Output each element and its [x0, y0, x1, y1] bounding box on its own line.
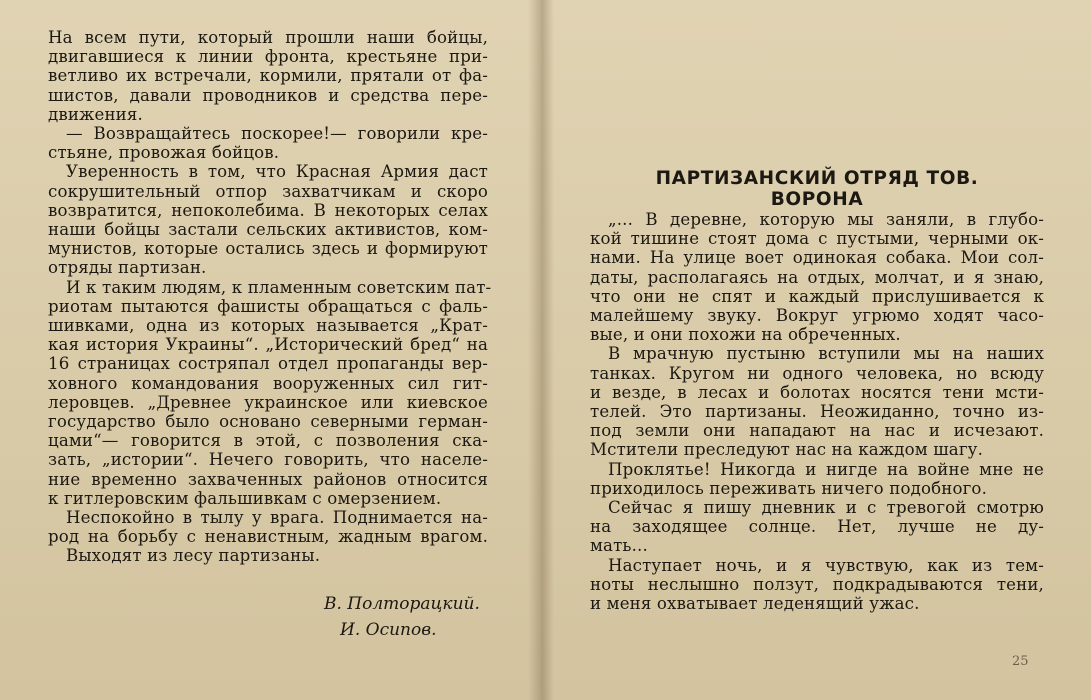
text-line: леровцев. „Древнее украинское или киевское: [48, 392, 488, 412]
author-signature: В. Полторацкий.: [324, 594, 480, 614]
text-line: к гитлеровским фальшивкам с омерзением.: [48, 488, 442, 508]
text-line: — Возвращайтесь поскорее!— говорили кре-: [66, 124, 488, 144]
text-line: и везде, в лесах и болотах носятся тени мсти-: [590, 382, 1044, 402]
text-line: малейшему звуку. Вокруг угрюмо ходят часо-: [590, 306, 1044, 326]
text-line: танках. Кругом ни одного человека, но всюду: [590, 363, 1044, 383]
text-line: мать...: [590, 536, 648, 556]
text-line: наши бойцы застали сельских активистов, ком-: [48, 220, 488, 240]
text-line: нами. На улице воет одинокая собака. Мои сол-: [590, 248, 1044, 268]
right-page: [540, 0, 1091, 700]
text-line: Проклятье! Никогда и нигде на войне мне не: [608, 459, 1044, 479]
text-line: зать, „истории“. Нечего говорить, что населе-: [48, 450, 488, 470]
text-line: отряды партизан.: [48, 258, 207, 278]
text-line: на заходящее солнце. Нет, лучше не ду-: [590, 517, 1044, 537]
text-line: сокрушительный отпор захватчикам и скоро: [48, 181, 488, 201]
text-line: что они не спят и каждый прислушивается к: [590, 286, 1044, 306]
text-line: мунистов, которые остались здесь и формируют: [48, 239, 488, 259]
text-line: „... В деревне, которую мы заняли, в глубо-: [608, 210, 1044, 229]
left-page-text: [48, 28, 492, 566]
text-line: движения.: [48, 104, 143, 124]
text-line: под земли они нападают на нас и исчезают.: [590, 421, 1044, 441]
text-line: двигавшиеся к линии фронта, крестьяне при-: [48, 47, 488, 67]
text-line: На всем пути, который прошли наши бойцы,: [48, 28, 488, 47]
text-line: цами“— говорится в этой, с позволения ска-: [48, 431, 488, 451]
text-line: Сейчас я пишу дневник и с тревогой смотрю: [608, 498, 1044, 518]
text-line: риотам пытаются фашисты обращаться с фаль-: [48, 296, 488, 316]
text-line: 16 страницах состряпал отдел пропаганды вер-: [48, 354, 488, 374]
text-line: приходилось переживать ничего подобного.: [590, 478, 987, 498]
page-number: 25: [1012, 654, 1029, 669]
text-line: кая история Украины“. „Исторический бред“ на: [48, 335, 488, 355]
right-page-text: [590, 210, 1044, 613]
text-line: Выходят из лесу партизаны.: [66, 546, 321, 566]
text-line: ховного командования вооруженных сил гит-: [48, 373, 488, 393]
text-line: Уверенность в том, что Красная Армия даст: [66, 162, 488, 182]
text-line: шистов, давали проводников и средства пере-: [48, 85, 488, 105]
text-line: даты, располагаясь на отдых, молчат, и я знаю,: [590, 267, 1044, 287]
text-line: Наступает ночь, и я чувствую, как из тем-: [608, 555, 1044, 575]
text-line: И к таким людям, к пламенным советским пат-: [66, 277, 492, 297]
text-line: кой тишине стоят дома с пустыми, черными ок-: [590, 229, 1044, 249]
text-line: Неспокойно в тылу у врага. Поднимается на-: [66, 508, 488, 528]
text-line: род на борьбу с ненавистным, жадным врагом.: [48, 527, 488, 547]
text-line: ние временно захваченных районов относится: [48, 469, 488, 489]
text-line: ветливо их встречали, кормили, прятали от фа-: [48, 66, 488, 86]
text-line: государство было основано северными герман-: [48, 412, 488, 432]
author-signature: И. Осипов.: [340, 620, 437, 640]
text-line: шивками, одна из которых называется „Крат-: [48, 316, 488, 336]
text-line: Мстители преследуют нас на каждом шагу.: [590, 440, 984, 460]
text-line: вые, и они похожи на обреченных.: [590, 325, 901, 345]
text-line: возвратится, непоколебима. В некоторых селах: [48, 200, 488, 220]
text-line: и меня охватывает леденящий ужас.: [590, 594, 920, 614]
section-heading: ПАРТИЗАНСКИЙ ОТРЯД ТОВ. ВОРОНА: [655, 168, 979, 210]
left-page: [0, 0, 540, 700]
text-line: стьяне, провожая бойцов.: [48, 143, 280, 163]
text-line: В мрачную пустыню вступили мы на наших: [608, 344, 1044, 364]
text-line: ноты неслышно ползут, подкрадываются тени,: [590, 574, 1044, 594]
text-line: телей. Это партизаны. Неожиданно, точно из-: [590, 402, 1044, 422]
